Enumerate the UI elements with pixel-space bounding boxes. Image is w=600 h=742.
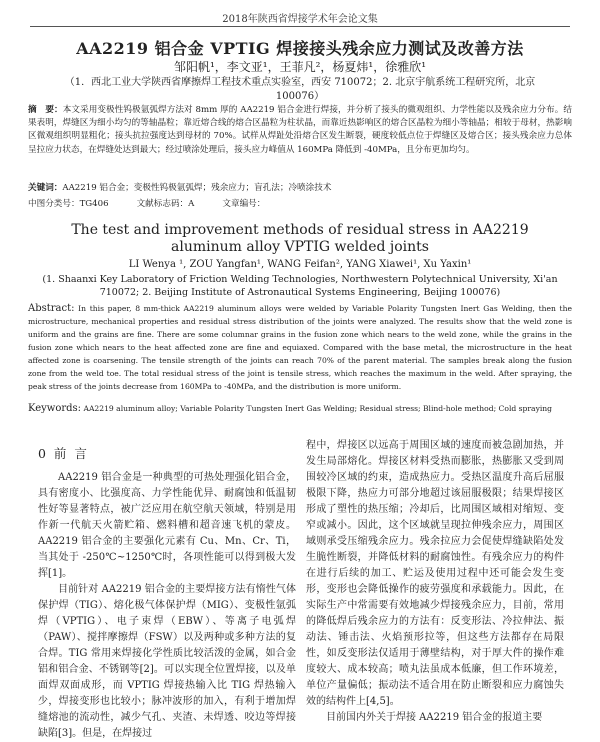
body-paragraph: 目前针对 AA2219 铝合金的主要焊接方法有惰性气体保护焊（TIG）、熔化极气体保护焊（MIG）、变极性氩弧焊（VPTIG）、电子束焊（EBW）、等离子电弧焊（PAW）、搅拌摩擦焊（FSW）以及两种或多种方法的复合焊。TIG 常用来焊接化学性质比较活泼的金属，如合金铝和铝合金、不锈钢等[2]。可以实现全位置焊接，以及单面焊双面成形，而 VPTIG 焊接热输入比 TIG 焊热输入少，焊接变形也比较小；脉冲波形的加入，有利于增加焊缝熔池的流动性，减少气孔、夹渣、未焊透、咬边等焊接缺陷[3]。但是，在焊接过 bbox=[38, 584, 296, 739]
keywords-chinese-text: AA2219 铝合金；变极性钨极氩弧焊；残余应力；盲孔法；冷喷涂技术 bbox=[62, 183, 332, 193]
running-header: 2018年陕西省焊接学术年会论文集 bbox=[222, 14, 378, 25]
body-paragraph: 程中，焊接区以远高于周围区域的速度而被急剧加热，并发生局部熔化。焊接区材料受热而膨胀，热膨胀又受到周围较冷区域的约束，造成热应力。受热区温度升高后屈服极限下降，热应力可部分地超过该屈服极限；结果焊接区形成了塑性的热压缩；冷却后，比周围区域相对缩短、变窄或减小。因此，这个区域就呈现拉伸残余应力，周围区域则承受压缩残余应力。残余拉应力会促使焊缝缺陷处发生脆性断裂，并降低材料的耐腐蚀性。有残余应力的构件在进行后续的加工、贮运及使用过程中还可能会发生变形，变形也会降低操作的疲劳强度和承载能力。因此，在实际生产中常需要有效地减少焊接残余应力，目前，常用的降低焊后残余应力的方法有：反变形法、冷拉伸法、振动法、锤击法、火焰预形拉等，但这些方法都存在局限性，如反变形法仅适用于薄壁结构，对于厚大件的操作难度较大、成本较高；喷丸法虽成本低廉，但工作环境差，单位产量偏低；振动法不适合用在防止断裂和应力腐蚀失效的结构件上[4,5]。 bbox=[306, 440, 564, 707]
keywords-chinese-label: 关键词： bbox=[28, 183, 63, 193]
abstract-chinese-text: 本文采用变极性钨极氩弧焊方法对 8mm 厚的 AA2219 铝合金进行焊接，并分析了接头的微观组织、力学性能以及残余应力分布。结果表明，焊缝区为细小均匀的等轴晶粒；靠近熔合线的熔合区晶粒为柱状晶，而靠近热影响区的熔合区晶粒为细小等轴晶；相较于母材，热影响区微观组织明显粗化；接头抗拉强度达到母材的 70%。试样从焊趾处沿熔合区发生断裂，硬度较低点位于焊缝区及熔合区；接头残余应力总体呈拉应力状态，在焊缝处达到最大；经过喷涂处理后，接头应力峰值从 160MPa 降低到 -40MPa，且分布更加均匀。 bbox=[28, 105, 572, 155]
article-number bbox=[222, 197, 265, 209]
abstract-english-label: Abstract: bbox=[28, 303, 75, 314]
section-title: 0 前 言 bbox=[38, 446, 89, 461]
body-paragraph: 目前国内外关于焊接 AA2219 铝合金的报道主要 bbox=[326, 712, 543, 723]
abstract-english-text: In this paper, 8 mm-thick AA2219 aluminum alloys were welded by Variable Polarity Tungsten Inert Gas Welding, then the microstructure, mechanical properties and residual stress distribution of the joints were analyzed. The results show that the weld zone is uniform and the grains are fine. There are some columnar grains in the fusion zone which nears to the weld zone, while the grains in the fusion zone which nears to the heat affected zone are fine and equiaxed. Compared with the base metal, the microstructure in the heat affected zone is coarsening. The tensile strength of the joints can reach 70% of the parent material. The samples break along the fusion zone from the weld toe. The total residual stress of the joint is tensile stress, which reaches the maximum in the weld. After spraying, the peak stress of the joints decrease from 160MPa to -40MPa, and the distribution is more uniform. bbox=[28, 304, 572, 391]
affiliation-english: (1. Shaanxi Key Laboratory of Friction Welding Technologies, Northwestern Polytechnical University, Xi'an 710072; 2. Beijing Institute of Astronautical Systems Engineering, Beijing 100076) bbox=[42, 274, 558, 298]
body-paragraph: AA2219 铝合金是一种典型的可热处理强化铝合金，具有密度小、比强度高、力学性能优异、耐腐蚀和低温韧性好等显著特点，被广泛应用在航空航天领域，特别是用作新一代航天火箭贮箱、燃料槽和超音速飞机的蒙皮。AA2219 铝合金的主要强化元素有 Cu、Mn、Cr、Ti，当其处于 -250℃~1250℃时，各项性能可以得到极大发挥[1]。 bbox=[38, 472, 296, 579]
authors-english: LI Wenya ¹, ZOU Yangfan¹, WANG Feifan², YANG Xiawei¹, Xu Yaxin¹ bbox=[128, 259, 472, 270]
keywords-english-label: Keywords: bbox=[28, 403, 82, 414]
abstract-chinese-label: 摘 要： bbox=[28, 105, 63, 115]
body-column-right bbox=[306, 438, 564, 726]
document-code-value: A bbox=[188, 199, 195, 209]
title-chinese: AA2219 铝合金 VPTIG 焊接接头残余应力测试及改善方法 bbox=[76, 39, 524, 58]
keywords-english-text: AA2219 aluminum alloy; Variable Polarity Tungsten Inert Gas Welding; Residual stress; Blind-hole method; Cold spraying bbox=[83, 404, 553, 413]
keywords-chinese bbox=[28, 182, 572, 194]
clc-label: 中图分类号： bbox=[28, 199, 80, 209]
abstract-english bbox=[28, 302, 572, 393]
document-code-label: 文献标志码： bbox=[136, 199, 189, 209]
keywords-english bbox=[28, 403, 572, 414]
document-code bbox=[137, 197, 195, 209]
affiliation-chinese: （1．西北工业大学陕西省摩擦焊工程技术重点实验室，西安 710072；2. 北京宇航系统工程研究所，北京 100076） bbox=[64, 77, 536, 102]
article-number-label: 文章编号： bbox=[222, 199, 266, 209]
header-rule bbox=[30, 26, 570, 27]
title-english: The test and improvement methods of residual stress in AA2219 aluminum alloy VPTIG welded joints bbox=[71, 222, 529, 255]
clc-number bbox=[28, 197, 109, 209]
authors-chinese: 邹阳帆¹，李文亚¹，王菲凡²，杨夏炜¹，徐雅欣¹ bbox=[173, 60, 427, 74]
abstract-chinese bbox=[28, 104, 572, 157]
clc-value: TG406 bbox=[79, 199, 109, 209]
classification-row bbox=[28, 197, 572, 209]
body-column-left bbox=[38, 440, 296, 742]
